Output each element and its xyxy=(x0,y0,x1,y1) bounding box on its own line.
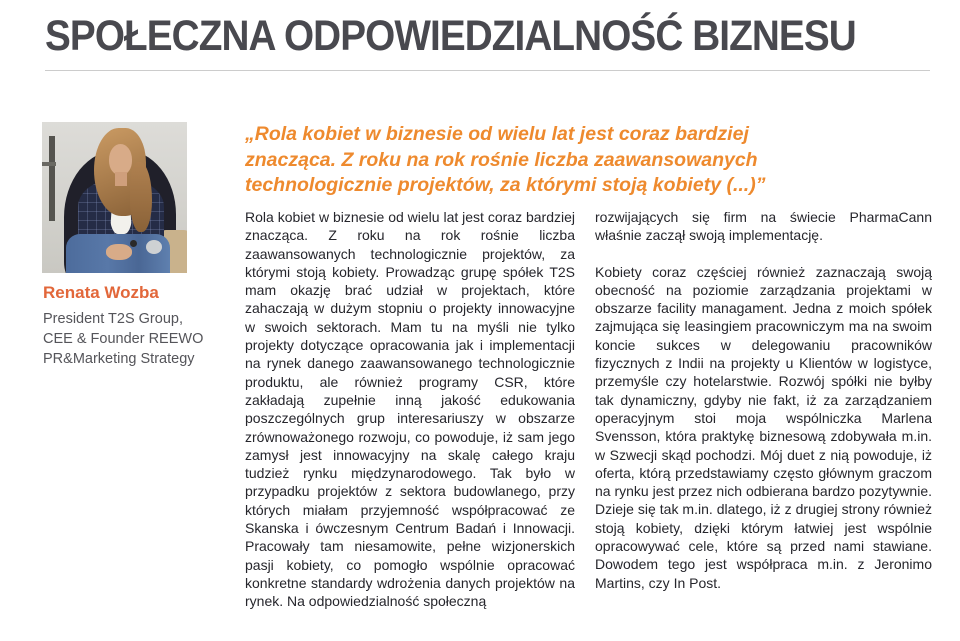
article-column-right xyxy=(595,208,932,641)
watch-dot xyxy=(130,240,137,247)
article-paragraph: Kobiety coraz częściej również zaznaczają swoją obecność na poziomie zarządzania projektami w obszarze facility managament. Jedna z moich spółek zajmująca się leasingiem pracowniczym ma na swoim koncie sukces w delegowaniu pracowników fizycznych z Indii na projekty u Klientów w logistyce, przemyśle czy hotelarstwie. Rozwój spółki nie byłby tak dynamiczny, gdyby nie fakt, iż za zarządzaniem operacyjnym stoi moja wspólniczka Marlena Svensson, która praktykę biznesową zdobywała m.in. w Szwecji skąd pochodzi. Mój duet z nią powoduje, iż oferta, którą przedstawiamy często głównym graczom na rynku jest przez nich odbierana bardzo pozytywnie. Dzieje się tak m.in. dlatego, iż z drugiej strony również stoją kobiety, dzięki którym łatwiej jest wspólnie opracowywać cele, które są przed nami stawiane. Dowodem tego jest współpraca m.in. z Jeronimo Martins, czy In Post. xyxy=(595,263,932,591)
neck-shape xyxy=(115,172,127,186)
page-title: SPOŁECZNA ODPOWIEDZIALNOŚĆ BIZNESU xyxy=(45,12,856,60)
window-frame-shape xyxy=(49,136,55,221)
pull-quote-line: „Rola kobiet w biznesie od wielu lat jest coraz bardziej xyxy=(245,123,749,145)
hands-shape xyxy=(106,244,132,260)
author-title-line: President T2S Group, xyxy=(43,311,183,327)
author-name: Renata Wozba xyxy=(43,283,159,302)
face-shape xyxy=(109,144,132,175)
author-title-line: PR&Marketing Strategy xyxy=(43,351,195,367)
author-caption xyxy=(43,283,233,369)
pull-quote-line: znacząca. Z roku na rok rośnie liczba zaawansowanych xyxy=(245,148,758,171)
author-title-line: CEE & Founder REEWO xyxy=(43,331,204,347)
header-divider xyxy=(45,70,930,71)
article-paragraph: rozwijających się firm na świecie PharmaCann właśnie zaczął swoją implementację. xyxy=(595,209,932,244)
article-paragraph: Rola kobiet w biznesie od wielu lat jest coraz bardziej znacząca. Z roku na rok rośnie liczba zaawansowanych technologicznie projektów, za którymi stoją kobiety. Prowadząc grupę spółek T2S mam okazję brać udział w projektach, które zahaczają w dużym stopniu o projekty innowacyjne w swoich sektorach. Mam tu na myśli nie tylko projekty dotyczące opracowania jak i implementacji na rynek danego zaawansowanego technologicznie produktu, ale również programy CSR, które zakładają zupełnie inną jakość edukowania poszczególnych grup interesariuszy w obszarze zrównoważonego rozwoju, co powoduje, iż sam jego zamysł jest innowacyjny na skalę całego kraju tudzież rynku międzynarodowego. Tak było w przypadku projektów z sektora budowlanego, przy których miałam przyjemność współpracować ze Skanska i ówczesnym Centrum Badań i Innowacji. Pracowały tam niesamowite, pełne wizjonerskich pasji kobiety, co pomogło wspólnie opracować konkretne standardy wdrożenia danych projektów na rynek. Na odpowiedzialność społeczną xyxy=(245,209,575,610)
jeans-rip-shape xyxy=(146,240,162,254)
pull-quote-line: technologicznie projektów, za którymi stoją kobiety (...)” xyxy=(245,174,766,196)
pull-quote xyxy=(245,122,885,199)
window-frame-shape xyxy=(42,162,56,166)
article-column-left xyxy=(245,208,575,641)
author-photo xyxy=(42,122,187,273)
